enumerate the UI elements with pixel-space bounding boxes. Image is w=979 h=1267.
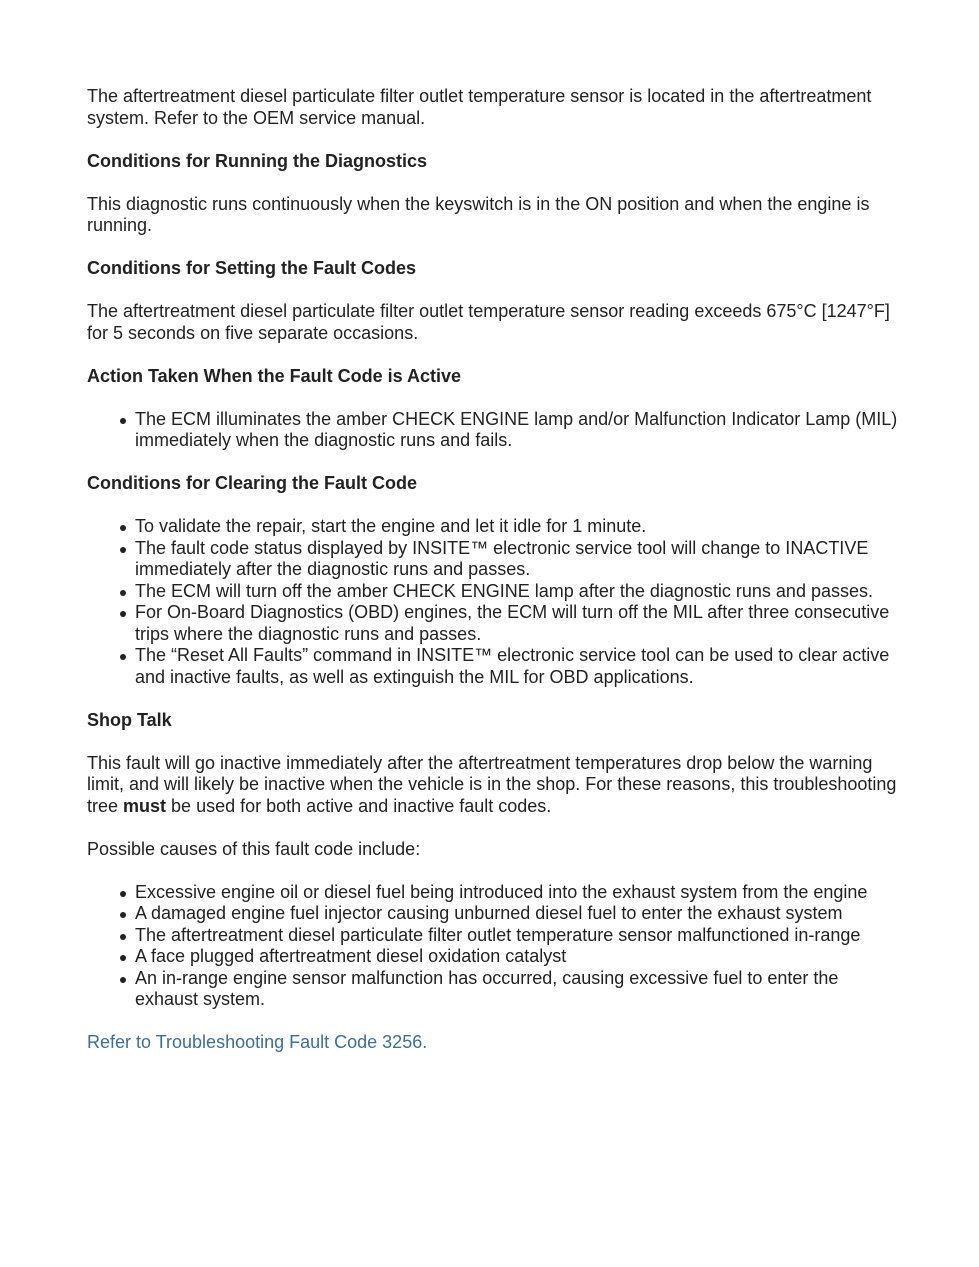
list-item: An in-range engine sensor malfunction has occurred, causing excessive fuel to enter the exhaust system. [135, 968, 899, 1011]
list-item: A damaged engine fuel injector causing unburned diesel fuel to enter the exhaust system [135, 903, 899, 925]
intro-paragraph: The aftertreatment diesel particulate filter outlet temperature sensor is located in the aftertreatment system. Refer to the OEM service manual. [87, 86, 872, 128]
list-item: The “Reset All Faults” command in INSITE™ electronic service tool can be used to clear active and inactive faults, as well as extinguish the MIL for OBD applications. [135, 645, 899, 688]
list-item: For On-Board Diagnostics (OBD) engines, the ECM will turn off the MIL after three consecutive trips where the diagnostic runs and passes. [135, 602, 899, 645]
list-item: A face plugged aftertreatment diesel oxidation catalyst [135, 946, 899, 968]
setting-fault-codes-text: The aftertreatment diesel particulate filter outlet temperature sensor reading exceeds 675°C [1247°F] for 5 seconds on five separate occasions. [87, 301, 890, 343]
heading-running-diagnostics: Conditions for Running the Diagnostics [87, 150, 427, 171]
list-item: The aftertreatment diesel particulate filter outlet temperature sensor malfunctioned in-range [135, 925, 899, 947]
possible-causes-intro: Possible causes of this fault code include: [87, 838, 421, 859]
heading-shop-talk: Shop Talk [87, 709, 172, 730]
list-item: To validate the repair, start the engine and let it idle for 1 minute. [135, 516, 899, 538]
heading-clearing-fault-code: Conditions for Clearing the Fault Code [87, 473, 417, 493]
shop-talk-paragraph [87, 753, 899, 818]
action-taken-list [87, 409, 899, 452]
running-diagnostics-text: This diagnostic runs continuously when the keyswitch is in the ON position and when the engine is running. [87, 193, 870, 235]
shop-talk-text-end: be used for both active and inactive fault codes. [166, 795, 552, 816]
heading-action-taken: Action Taken When the Fault Code is Active [87, 365, 462, 386]
list-item: The ECM illuminates the amber CHECK ENGINE lamp and/or Malfunction Indicator Lamp (MIL) immediately when the diagnostic runs and fails. [135, 408, 898, 450]
possible-causes-list [87, 882, 899, 1011]
heading-setting-fault-codes: Conditions for Setting the Fault Codes [87, 258, 416, 278]
troubleshooting-link[interactable]: Refer to Troubleshooting Fault Code 3256. [87, 1032, 428, 1052]
clearing-fault-code-list [87, 516, 899, 688]
shop-talk-text-start: This fault will go inactive immediately after the aftertreatment temperatures drop below the warning limit, and will likely be inactive when the vehicle is in the shop. For these reasons, this troubleshooting tree [87, 752, 897, 816]
document-page [87, 86, 899, 1075]
list-item: The ECM will turn off the amber CHECK ENGINE lamp after the diagnostic runs and passes. [135, 581, 899, 603]
list-item: The fault code status displayed by INSITE™ electronic service tool will change to INACTIVE immediately after the diagnostic runs and passes. [135, 538, 899, 581]
list-item: Excessive engine oil or diesel fuel being introduced into the exhaust system from the engine [135, 882, 899, 904]
reference-paragraph [87, 1032, 899, 1054]
shop-talk-emphasis: must [123, 795, 167, 816]
